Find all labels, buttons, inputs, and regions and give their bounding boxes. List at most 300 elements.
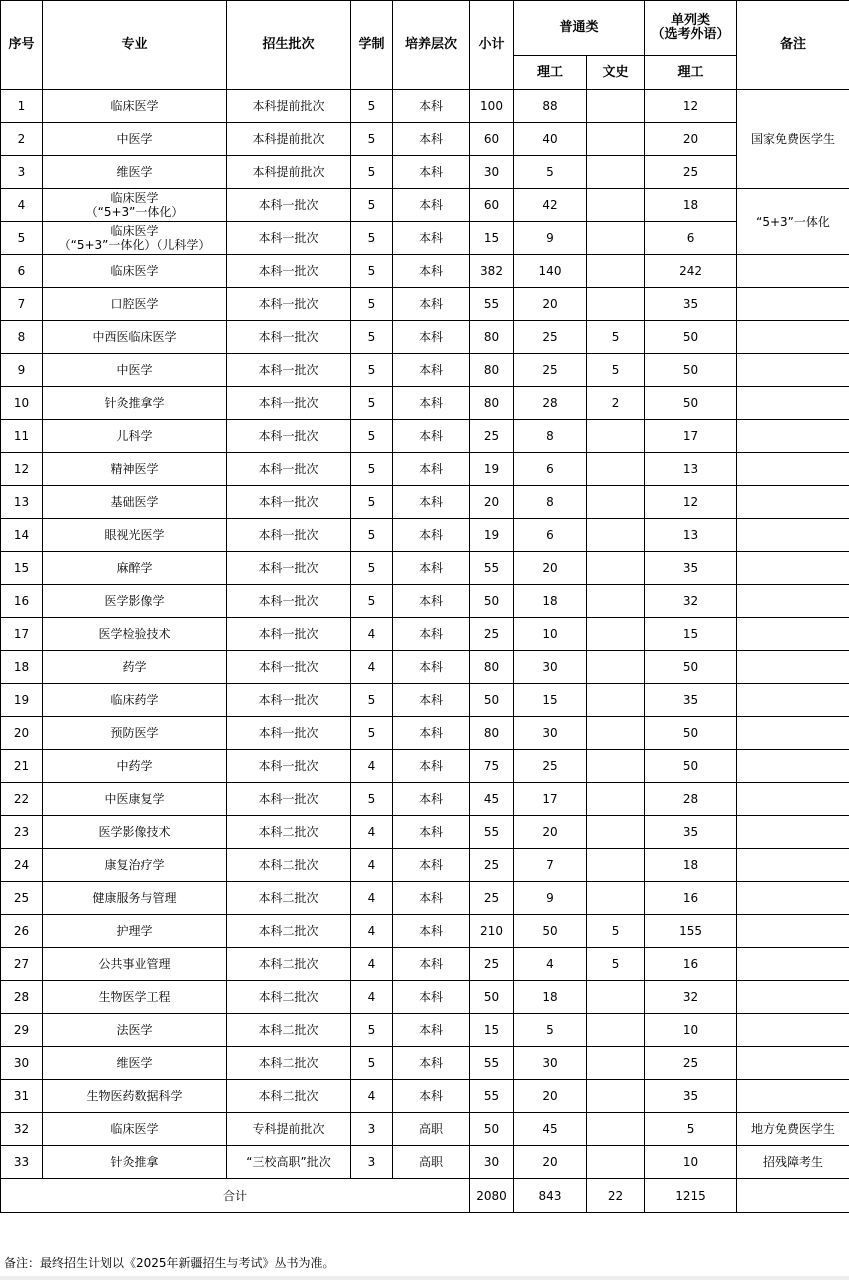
cell-remark xyxy=(737,651,849,684)
table-row xyxy=(1,222,849,255)
cell-years: 3 xyxy=(351,1146,393,1179)
cell-sep-sci: 13 xyxy=(645,519,737,552)
cell-remark-merged: 国家免费医学生 xyxy=(737,90,849,189)
header-separate-sci: 理工 xyxy=(645,56,737,90)
cell-subtotal: 30 xyxy=(470,156,514,189)
cell-major: 眼视光医学 xyxy=(43,519,227,552)
cell-remark-merged: “5+3”一体化 xyxy=(737,189,849,255)
cell-seq: 30 xyxy=(1,1047,43,1080)
cell-seq: 24 xyxy=(1,849,43,882)
cell-remark xyxy=(737,354,849,387)
cell-gen-sci: 30 xyxy=(514,651,587,684)
cell-batch: 本科一批次 xyxy=(227,222,351,255)
cell-major: 中西医临床医学 xyxy=(43,321,227,354)
cell-batch: 本科二批次 xyxy=(227,1080,351,1113)
cell-subtotal: 25 xyxy=(470,618,514,651)
cell-major: 生物医学工程 xyxy=(43,981,227,1014)
cell-years: 5 xyxy=(351,321,393,354)
table-row xyxy=(1,1113,849,1146)
cell-level: 本科 xyxy=(393,552,470,585)
table-row xyxy=(1,552,849,585)
cell-batch: 本科一批次 xyxy=(227,288,351,321)
cell-remark xyxy=(737,981,849,1014)
table-row xyxy=(1,486,849,519)
cell-remark xyxy=(737,1047,849,1080)
cell-subtotal: 45 xyxy=(470,783,514,816)
header-batch: 招生批次 xyxy=(227,1,351,90)
cell-batch: 本科一批次 xyxy=(227,750,351,783)
cell-major: 临床医学 xyxy=(43,90,227,123)
cell-years: 4 xyxy=(351,750,393,783)
cell-level: 本科 xyxy=(393,354,470,387)
cell-years: 5 xyxy=(351,717,393,750)
cell-batch: 本科一批次 xyxy=(227,717,351,750)
cell-gen-arts xyxy=(587,453,645,486)
total-sep-sci: 1215 xyxy=(645,1179,737,1213)
cell-remark xyxy=(737,816,849,849)
cell-gen-arts xyxy=(587,1080,645,1113)
cell-subtotal: 382 xyxy=(470,255,514,288)
header-level: 培养层次 xyxy=(393,1,470,90)
cell-batch: 本科提前批次 xyxy=(227,90,351,123)
cell-gen-sci: 5 xyxy=(514,156,587,189)
cell-gen-sci: 42 xyxy=(514,189,587,222)
cell-gen-arts xyxy=(587,1113,645,1146)
cell-sep-sci: 10 xyxy=(645,1146,737,1179)
cell-subtotal: 55 xyxy=(470,1080,514,1113)
header-remark: 备注 xyxy=(737,1,849,90)
cell-subtotal: 19 xyxy=(470,453,514,486)
cell-gen-sci: 15 xyxy=(514,684,587,717)
major-line2: （“5+3”一体化） xyxy=(85,205,184,219)
cell-level: 本科 xyxy=(393,651,470,684)
cell-remark xyxy=(737,915,849,948)
cell-level: 本科 xyxy=(393,486,470,519)
table-row xyxy=(1,915,849,948)
cell-subtotal: 80 xyxy=(470,387,514,420)
cell-years: 5 xyxy=(351,1047,393,1080)
cell-seq: 10 xyxy=(1,387,43,420)
cell-gen-sci: 5 xyxy=(514,1014,587,1047)
cell-level: 本科 xyxy=(393,948,470,981)
cell-batch: 本科一批次 xyxy=(227,321,351,354)
table-row xyxy=(1,618,849,651)
cell-remark xyxy=(737,288,849,321)
cell-gen-arts xyxy=(587,750,645,783)
cell-gen-sci: 88 xyxy=(514,90,587,123)
cell-years: 4 xyxy=(351,816,393,849)
cell-years: 4 xyxy=(351,882,393,915)
cell-seq: 8 xyxy=(1,321,43,354)
cell-seq: 22 xyxy=(1,783,43,816)
cell-remark xyxy=(737,486,849,519)
cell-subtotal: 30 xyxy=(470,1146,514,1179)
table-row xyxy=(1,90,849,123)
cell-remark xyxy=(737,849,849,882)
cell-batch: 本科一批次 xyxy=(227,486,351,519)
cell-major: 基础医学 xyxy=(43,486,227,519)
table-row xyxy=(1,585,849,618)
cell-years: 4 xyxy=(351,849,393,882)
cell-gen-arts xyxy=(587,222,645,255)
cell-gen-sci: 7 xyxy=(514,849,587,882)
cell-major: 临床医学 xyxy=(43,255,227,288)
cell-subtotal: 25 xyxy=(470,849,514,882)
cell-major xyxy=(43,222,227,255)
cell-gen-sci: 9 xyxy=(514,222,587,255)
cell-gen-arts: 5 xyxy=(587,354,645,387)
table-row xyxy=(1,981,849,1014)
cell-subtotal: 50 xyxy=(470,684,514,717)
cell-batch: 本科二批次 xyxy=(227,816,351,849)
table-row xyxy=(1,123,849,156)
table-row xyxy=(1,387,849,420)
cell-gen-arts xyxy=(587,189,645,222)
table-row xyxy=(1,519,849,552)
cell-years: 4 xyxy=(351,618,393,651)
cell-gen-sci: 25 xyxy=(514,750,587,783)
cell-seq: 33 xyxy=(1,1146,43,1179)
cell-batch: 本科一批次 xyxy=(227,354,351,387)
cell-years: 5 xyxy=(351,189,393,222)
table-row xyxy=(1,882,849,915)
cell-remark xyxy=(737,1014,849,1047)
cell-years: 5 xyxy=(351,354,393,387)
cell-subtotal: 55 xyxy=(470,1047,514,1080)
cell-gen-arts xyxy=(587,618,645,651)
cell-years: 5 xyxy=(351,420,393,453)
cell-years: 5 xyxy=(351,783,393,816)
cell-major: 康复治疗学 xyxy=(43,849,227,882)
cell-batch: 本科二批次 xyxy=(227,849,351,882)
table-row xyxy=(1,1047,849,1080)
cell-level: 本科 xyxy=(393,981,470,1014)
cell-gen-sci: 10 xyxy=(514,618,587,651)
header-separate xyxy=(645,1,737,56)
cell-gen-arts xyxy=(587,816,645,849)
cell-batch: 本科提前批次 xyxy=(227,156,351,189)
cell-seq: 29 xyxy=(1,1014,43,1047)
cell-gen-sci: 20 xyxy=(514,1146,587,1179)
cell-seq: 19 xyxy=(1,684,43,717)
cell-remark xyxy=(737,552,849,585)
header-row-1 xyxy=(1,1,849,56)
cell-gen-arts xyxy=(587,552,645,585)
total-row xyxy=(1,1179,849,1213)
table-row xyxy=(1,189,849,222)
cell-subtotal: 55 xyxy=(470,816,514,849)
cell-gen-sci: 9 xyxy=(514,882,587,915)
cell-level: 本科 xyxy=(393,1014,470,1047)
table-row xyxy=(1,255,849,288)
cell-major: 医学影像技术 xyxy=(43,816,227,849)
cell-sep-sci: 25 xyxy=(645,1047,737,1080)
cell-gen-arts xyxy=(587,519,645,552)
cell-level: 本科 xyxy=(393,585,470,618)
cell-seq: 15 xyxy=(1,552,43,585)
header-general-sci: 理工 xyxy=(514,56,587,90)
cell-sep-sci: 18 xyxy=(645,849,737,882)
cell-years: 4 xyxy=(351,915,393,948)
cell-gen-arts xyxy=(587,717,645,750)
cell-subtotal: 25 xyxy=(470,882,514,915)
cell-major: 针灸推拿学 xyxy=(43,387,227,420)
cell-subtotal: 20 xyxy=(470,486,514,519)
cell-remark xyxy=(737,882,849,915)
cell-batch: 本科一批次 xyxy=(227,255,351,288)
cell-gen-arts xyxy=(587,585,645,618)
cell-batch: 本科一批次 xyxy=(227,684,351,717)
cell-subtotal: 100 xyxy=(470,90,514,123)
cell-level: 本科 xyxy=(393,618,470,651)
cell-years: 5 xyxy=(351,684,393,717)
cell-level: 本科 xyxy=(393,783,470,816)
cell-subtotal: 50 xyxy=(470,981,514,1014)
cell-gen-arts: 5 xyxy=(587,321,645,354)
cell-remark: 地方免费医学生 xyxy=(737,1113,849,1146)
table-row xyxy=(1,1146,849,1179)
cell-gen-sci: 18 xyxy=(514,585,587,618)
cell-remark xyxy=(737,750,849,783)
cell-major: 药学 xyxy=(43,651,227,684)
cell-seq: 31 xyxy=(1,1080,43,1113)
cell-gen-sci: 25 xyxy=(514,354,587,387)
cell-major: 医学影像学 xyxy=(43,585,227,618)
table-body xyxy=(1,90,849,1213)
cell-seq: 7 xyxy=(1,288,43,321)
cell-major: 精神医学 xyxy=(43,453,227,486)
cell-batch: 本科一批次 xyxy=(227,585,351,618)
cell-years: 3 xyxy=(351,1113,393,1146)
cell-gen-sci: 17 xyxy=(514,783,587,816)
cell-years: 5 xyxy=(351,156,393,189)
cell-batch: 本科一批次 xyxy=(227,519,351,552)
cell-sep-sci: 25 xyxy=(645,156,737,189)
cell-sep-sci: 50 xyxy=(645,717,737,750)
cell-major: 中药学 xyxy=(43,750,227,783)
cell-gen-sci: 50 xyxy=(514,915,587,948)
cell-sep-sci: 6 xyxy=(645,222,737,255)
cell-subtotal: 210 xyxy=(470,915,514,948)
cell-sep-sci: 12 xyxy=(645,90,737,123)
cell-sep-sci: 10 xyxy=(645,1014,737,1047)
table-row xyxy=(1,948,849,981)
table-row xyxy=(1,354,849,387)
cell-sep-sci: 155 xyxy=(645,915,737,948)
cell-major: 维医学 xyxy=(43,1047,227,1080)
cell-years: 5 xyxy=(351,486,393,519)
cell-subtotal: 15 xyxy=(470,222,514,255)
cell-level: 高职 xyxy=(393,1113,470,1146)
cell-gen-arts xyxy=(587,1047,645,1080)
cell-gen-arts xyxy=(587,1014,645,1047)
cell-level: 本科 xyxy=(393,1047,470,1080)
cell-sep-sci: 32 xyxy=(645,981,737,1014)
cell-sep-sci: 50 xyxy=(645,387,737,420)
cell-gen-arts xyxy=(587,882,645,915)
cell-batch: 本科一批次 xyxy=(227,189,351,222)
table-row xyxy=(1,816,849,849)
cell-major: 口腔医学 xyxy=(43,288,227,321)
cell-sep-sci: 16 xyxy=(645,948,737,981)
cell-years: 4 xyxy=(351,1080,393,1113)
cell-sep-sci: 50 xyxy=(645,651,737,684)
cell-gen-sci: 45 xyxy=(514,1113,587,1146)
cell-level: 本科 xyxy=(393,321,470,354)
cell-major: 生物医药数据科学 xyxy=(43,1080,227,1113)
cell-major: 维医学 xyxy=(43,156,227,189)
cell-gen-arts xyxy=(587,783,645,816)
cell-years: 5 xyxy=(351,552,393,585)
cell-seq: 11 xyxy=(1,420,43,453)
cell-remark xyxy=(737,783,849,816)
cell-gen-arts xyxy=(587,288,645,321)
cell-remark xyxy=(737,948,849,981)
cell-subtotal: 50 xyxy=(470,1113,514,1146)
cell-level: 本科 xyxy=(393,849,470,882)
cell-major: 针灸推拿 xyxy=(43,1146,227,1179)
cell-gen-sci: 28 xyxy=(514,387,587,420)
cell-gen-arts xyxy=(587,156,645,189)
cell-subtotal: 75 xyxy=(470,750,514,783)
cell-batch: 专科提前批次 xyxy=(227,1113,351,1146)
cell-major: 法医学 xyxy=(43,1014,227,1047)
cell-gen-arts: 5 xyxy=(587,915,645,948)
cell-sep-sci: 17 xyxy=(645,420,737,453)
cell-sep-sci: 35 xyxy=(645,1080,737,1113)
cell-major: 中医学 xyxy=(43,354,227,387)
cell-major xyxy=(43,189,227,222)
cell-years: 5 xyxy=(351,387,393,420)
cell-gen-sci: 20 xyxy=(514,816,587,849)
header-general-arts: 文史 xyxy=(587,56,645,90)
cell-seq: 12 xyxy=(1,453,43,486)
cell-batch: 本科一批次 xyxy=(227,552,351,585)
cell-years: 5 xyxy=(351,222,393,255)
cell-remark xyxy=(737,684,849,717)
cell-gen-arts: 5 xyxy=(587,948,645,981)
cell-seq: 16 xyxy=(1,585,43,618)
cell-remark xyxy=(737,585,849,618)
table-row xyxy=(1,156,849,189)
cell-gen-sci: 30 xyxy=(514,717,587,750)
cell-sep-sci: 16 xyxy=(645,882,737,915)
cell-seq: 18 xyxy=(1,651,43,684)
cell-remark xyxy=(737,420,849,453)
cell-gen-sci: 25 xyxy=(514,321,587,354)
cell-subtotal: 15 xyxy=(470,1014,514,1047)
cell-subtotal: 80 xyxy=(470,717,514,750)
cell-subtotal: 60 xyxy=(470,189,514,222)
cell-level: 本科 xyxy=(393,1080,470,1113)
table-row xyxy=(1,420,849,453)
cell-subtotal: 55 xyxy=(470,552,514,585)
cell-subtotal: 80 xyxy=(470,321,514,354)
cell-seq: 21 xyxy=(1,750,43,783)
cell-sep-sci: 15 xyxy=(645,618,737,651)
major-line1: 临床医学 xyxy=(110,224,159,238)
cell-gen-sci: 40 xyxy=(514,123,587,156)
cell-subtotal: 19 xyxy=(470,519,514,552)
cell-gen-arts xyxy=(587,486,645,519)
cell-gen-sci: 6 xyxy=(514,519,587,552)
cell-seq: 17 xyxy=(1,618,43,651)
cell-gen-sci: 20 xyxy=(514,1080,587,1113)
cell-batch: 本科二批次 xyxy=(227,1014,351,1047)
cell-level: 本科 xyxy=(393,816,470,849)
cell-subtotal: 80 xyxy=(470,354,514,387)
cell-major: 中医康复学 xyxy=(43,783,227,816)
cell-level: 本科 xyxy=(393,882,470,915)
cell-remark xyxy=(737,321,849,354)
header-general: 普通类 xyxy=(514,1,645,56)
table-row xyxy=(1,717,849,750)
cell-years: 5 xyxy=(351,453,393,486)
cell-sep-sci: 12 xyxy=(645,486,737,519)
cell-major: 医学检验技术 xyxy=(43,618,227,651)
cell-gen-arts xyxy=(587,123,645,156)
cell-remark xyxy=(737,618,849,651)
major-line2: （“5+3”一体化）（儿科学） xyxy=(58,238,211,252)
total-subtotal: 2080 xyxy=(470,1179,514,1213)
cell-gen-arts: 2 xyxy=(587,387,645,420)
cell-major: 护理学 xyxy=(43,915,227,948)
cell-gen-arts xyxy=(587,1146,645,1179)
table-row xyxy=(1,288,849,321)
cell-batch: 本科二批次 xyxy=(227,915,351,948)
cell-major: 健康服务与管理 xyxy=(43,882,227,915)
cell-major: 公共事业管理 xyxy=(43,948,227,981)
cell-sep-sci: 5 xyxy=(645,1113,737,1146)
cell-seq: 3 xyxy=(1,156,43,189)
cell-major: 预防医学 xyxy=(43,717,227,750)
cell-sep-sci: 13 xyxy=(645,453,737,486)
cell-batch: 本科提前批次 xyxy=(227,123,351,156)
cell-remark xyxy=(737,387,849,420)
cell-level: 本科 xyxy=(393,684,470,717)
table-row xyxy=(1,453,849,486)
cell-batch: 本科一批次 xyxy=(227,453,351,486)
total-gen-sci: 843 xyxy=(514,1179,587,1213)
cell-seq: 23 xyxy=(1,816,43,849)
cell-years: 4 xyxy=(351,651,393,684)
table-row xyxy=(1,1080,849,1113)
cell-subtotal: 55 xyxy=(470,288,514,321)
cell-sep-sci: 50 xyxy=(645,321,737,354)
cell-level: 本科 xyxy=(393,717,470,750)
cell-seq: 28 xyxy=(1,981,43,1014)
cell-level: 本科 xyxy=(393,222,470,255)
total-gen-arts: 22 xyxy=(587,1179,645,1213)
cell-years: 5 xyxy=(351,90,393,123)
table-row xyxy=(1,849,849,882)
cell-sep-sci: 50 xyxy=(645,354,737,387)
cell-seq: 4 xyxy=(1,189,43,222)
cell-level: 本科 xyxy=(393,750,470,783)
cell-gen-sci: 4 xyxy=(514,948,587,981)
cell-gen-sci: 6 xyxy=(514,453,587,486)
cell-years: 5 xyxy=(351,123,393,156)
cell-subtotal: 25 xyxy=(470,948,514,981)
cell-years: 5 xyxy=(351,519,393,552)
header-seq: 序号 xyxy=(1,1,43,90)
table-row xyxy=(1,783,849,816)
cell-seq: 25 xyxy=(1,882,43,915)
cell-gen-arts xyxy=(587,90,645,123)
cell-major: 中医学 xyxy=(43,123,227,156)
cell-seq: 5 xyxy=(1,222,43,255)
cell-gen-sci: 8 xyxy=(514,486,587,519)
